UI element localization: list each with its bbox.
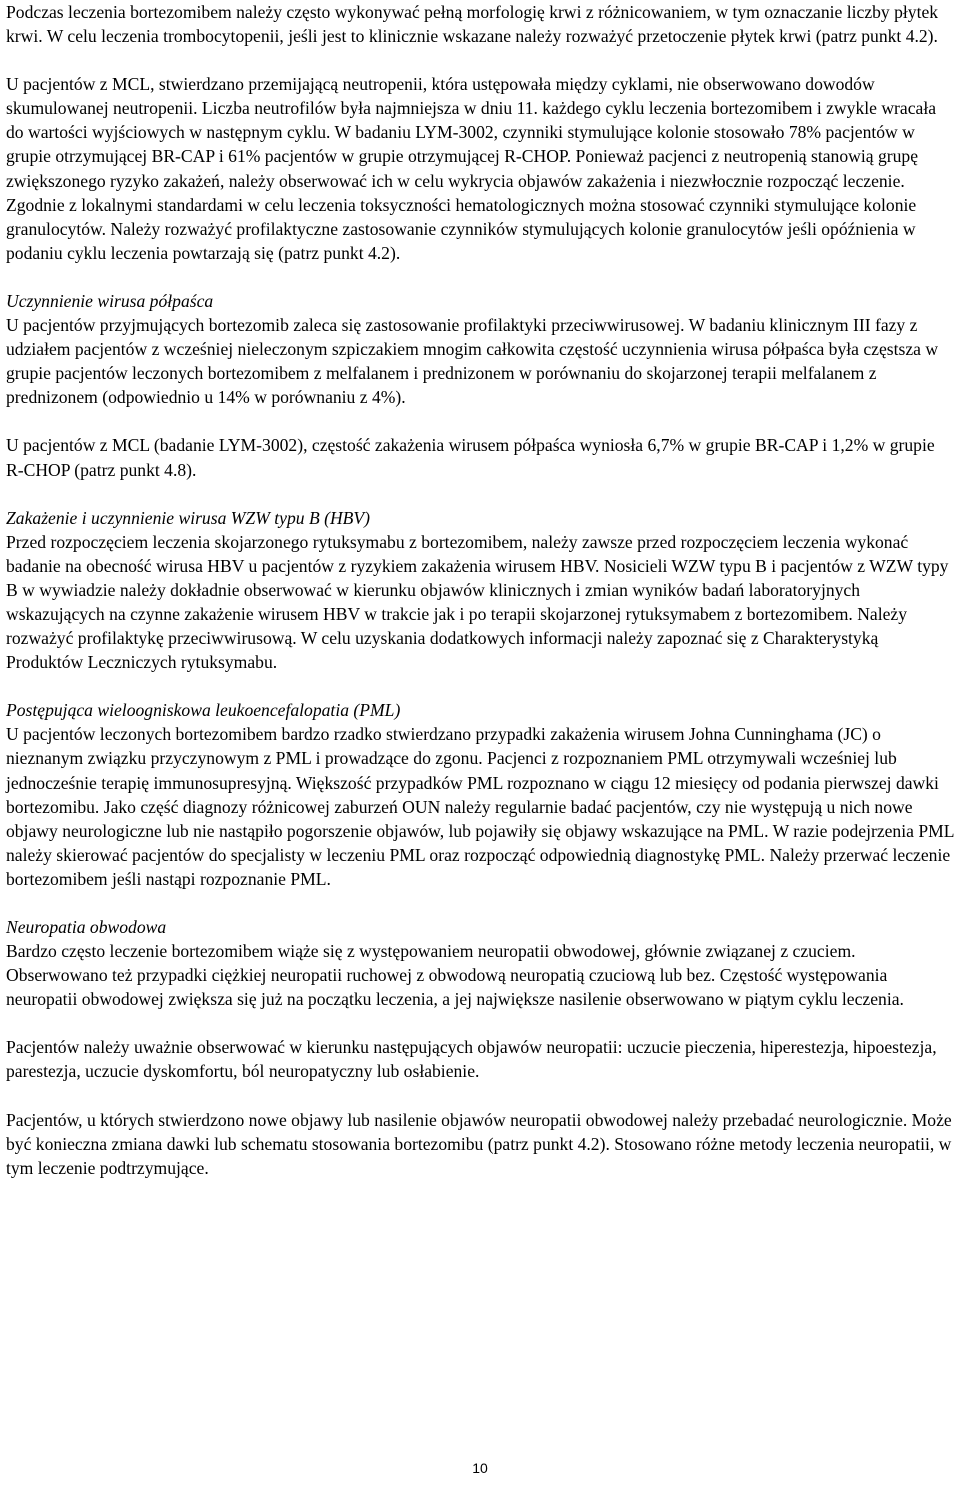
document-page [6, 0, 956, 1180]
heading-pml: Postępująca wieloogniskowa leukoencefalopatia (PML) [6, 700, 401, 721]
paragraph-gap [6, 482, 956, 506]
heading-herpes-zoster: Uczynnienie wirusa półpaśca [6, 290, 214, 311]
heading-peripheral-neuropathy: Neuropatia obwodowa [6, 917, 167, 937]
paragraph-gap [6, 48, 956, 72]
paragraph-platelets: Podczas leczenia bortezomibem należy często wykonywać pełną morfologię krwi z różnicowaniem, w tym oznaczanie liczby płytek krwi. W celu leczenia trombocytopenii, jeśli jest to klinicznie wskazane należy rozważyć przetoczenie płytek krwi (patrz punkt 4.2). [6, 2, 939, 47]
paragraph-neutropenia: U pacjentów z MCL, stwierdzano przemijającą neutropenii, która ustępowała między cyklami, nie obserwowano dowodów skumulowanej neutropenii. Liczba neutrofilów była najmniejsza w dniu 11. każdego cyklu leczenia bortezomibem i zwykle wracała do wartości wyjściowych w następnym cyklu. W badaniu LYM-3002, czynniki stymulujące kolonie stosowało 78% pacjentów w grupie otrzymującej BR-CAP i 61% pacjentów w grupie otrzymującej R-CHOP. Ponieważ pacjenci z neutropenią stanowią grupę zwiększonego ryzyko zakażeń, należy obserwować ich w celu wykrycia objawów zakażenia i niezwłocznie rozpocząć leczenie. Zgodnie z lokalnymi standardami w celu leczenia toksyczności hematologicznych można stosować czynniki stymulujące kolonie granulocytów. Należy rozważyć profilaktyczne zastosowanie czynników stymulujących kolonie granulocytów jeśli opóźnienia w podaniu cyklu leczenia powtarzają się (patrz punkt 4.2). [6, 74, 937, 263]
paragraph-hbv: Przed rozpoczęciem leczenia skojarzonego rytuksymabu z bortezomibem, należy zawsze przed rozpoczęciem leczenia wykonać badanie na obecność wirusa HBV u pacjentów z ryzykiem zakażenia wirusem HBV. Nosicieli WZW typu B i pacjentów z WZW typy B w wywiadzie należy dokładnie obserwować w kierunku objawów klinicznych i zmian wyników badań laboratoryjnych wskazujących na czynne zakażenie wirusem HBV w trakcie jak i po terapii skojarzonej rytuksymabem z bortezomibem. Należy rozważyć profilaktykę przeciwwirusową. W celu uzyskania dodatkowych informacji należy zapoznać się z Charakterystyką Produktów Leczniczych rytuksymabu. [6, 531, 949, 673]
paragraph-gap [6, 409, 956, 433]
paragraph-gap [6, 891, 956, 915]
paragraph-gap [6, 674, 956, 698]
paragraph-pml: U pacjentów leczonych bortezomibem bardzo rzadko stwierdzano przypadki zakażenia wirusem Johna Cunninghama (JC) o nieznanym związku przyczynowym z PML i prowadzące do zgonu. Pacjenci z rozpoznaniem PML otrzymywali wcześniej lub jednocześnie terapię immunosupresyjną. Większość przypadków PML rozpoznano w ciągu 12 miesięcy od podania pierwszej dawki bortezomibu. Jako część diagnozy różnicowej zaburzeń OUN należy regularnie badać pacjentów, czy nie występują u nich nowe objawy neurologiczne lub nie nastąpiło pogorszenie objawów, lub pojawiły się objawy wskazujące na PML. W razie podejrzenia PML należy skierować pacjentów do specjalisty w leczeniu PML oraz rozpocząć odpowiednią diagnostykę PML. Należy przerwać leczenie bortezomibem jeśli nastąpi rozpoznanie PML. [6, 724, 954, 889]
paragraph-gap [6, 1084, 956, 1108]
paragraph-neuropathy-frequency: Bardzo często leczenie bortezomibem wiąże się z występowaniem neuropatii obwodowej, głównie związanej z czuciem. Obserwowano też przypadki ciężkiej neuropatii ruchowej z obwodową neuropatią czuciową lub bez. Częstość występowania neuropatii obwodowej zwiększa się już na początku leczenia, a jej największe nasilenie obserwowano w piątym cyklu leczenia. [6, 941, 904, 1010]
paragraph-neuropathy-symptoms: Pacjentów należy uważnie obserwować w kierunku następujących objawów neuropatii: uczucie pieczenia, hiperestezja, hipoestezja, parestezja, uczucie dyskomfortu, ból neuropatyczny lub osłabienie. [6, 1037, 937, 1082]
paragraph-neuropathy-management: Pacjentów, u których stwierdzono nowe objawy lub nasilenie objawów neuropatii obwodowej należy przebadać neurologicznie. Może być konieczna zmiana dawki lub schematu stosowania bortezomibu (patrz punkt 4.2). Stosowano różne metody leczenia neuropatii, w tym leczenie podtrzymujące. [6, 1109, 952, 1178]
paragraph-herpes-mcl: U pacjentów z MCL (badanie LYM-3002), częstość zakażenia wirusem półpaśca wyniosła 6,7% w grupie BR-CAP i 1,2% w grupie R-CHOP (patrz punkt 4.8). [6, 435, 935, 480]
paragraph-gap [6, 265, 956, 289]
heading-hbv: Zakażenie i uczynnienie wirusa WZW typu B (HBV) [6, 507, 371, 528]
paragraph-herpes-prophylaxis: U pacjentów przyjmujących bortezomib zaleca się zastosowanie profilaktyki przeciwwirusowej. W badaniu klinicznym III fazy z udziałem pacjentów z wcześniej nieleczonym szpiczakiem mnogim całkowita częstość uczynnienia wirusa półpaśca była częstsza w grupie pacjentów leczonych bortezomibem z melfalanem i prednizonem w porównaniu do skojarzonej terapii melfalanem z prednizonem (odpowiednio u 14% w porównaniu z 4%). [6, 315, 939, 408]
paragraph-gap [6, 1011, 956, 1035]
page-number: 10 [472, 1460, 488, 1476]
